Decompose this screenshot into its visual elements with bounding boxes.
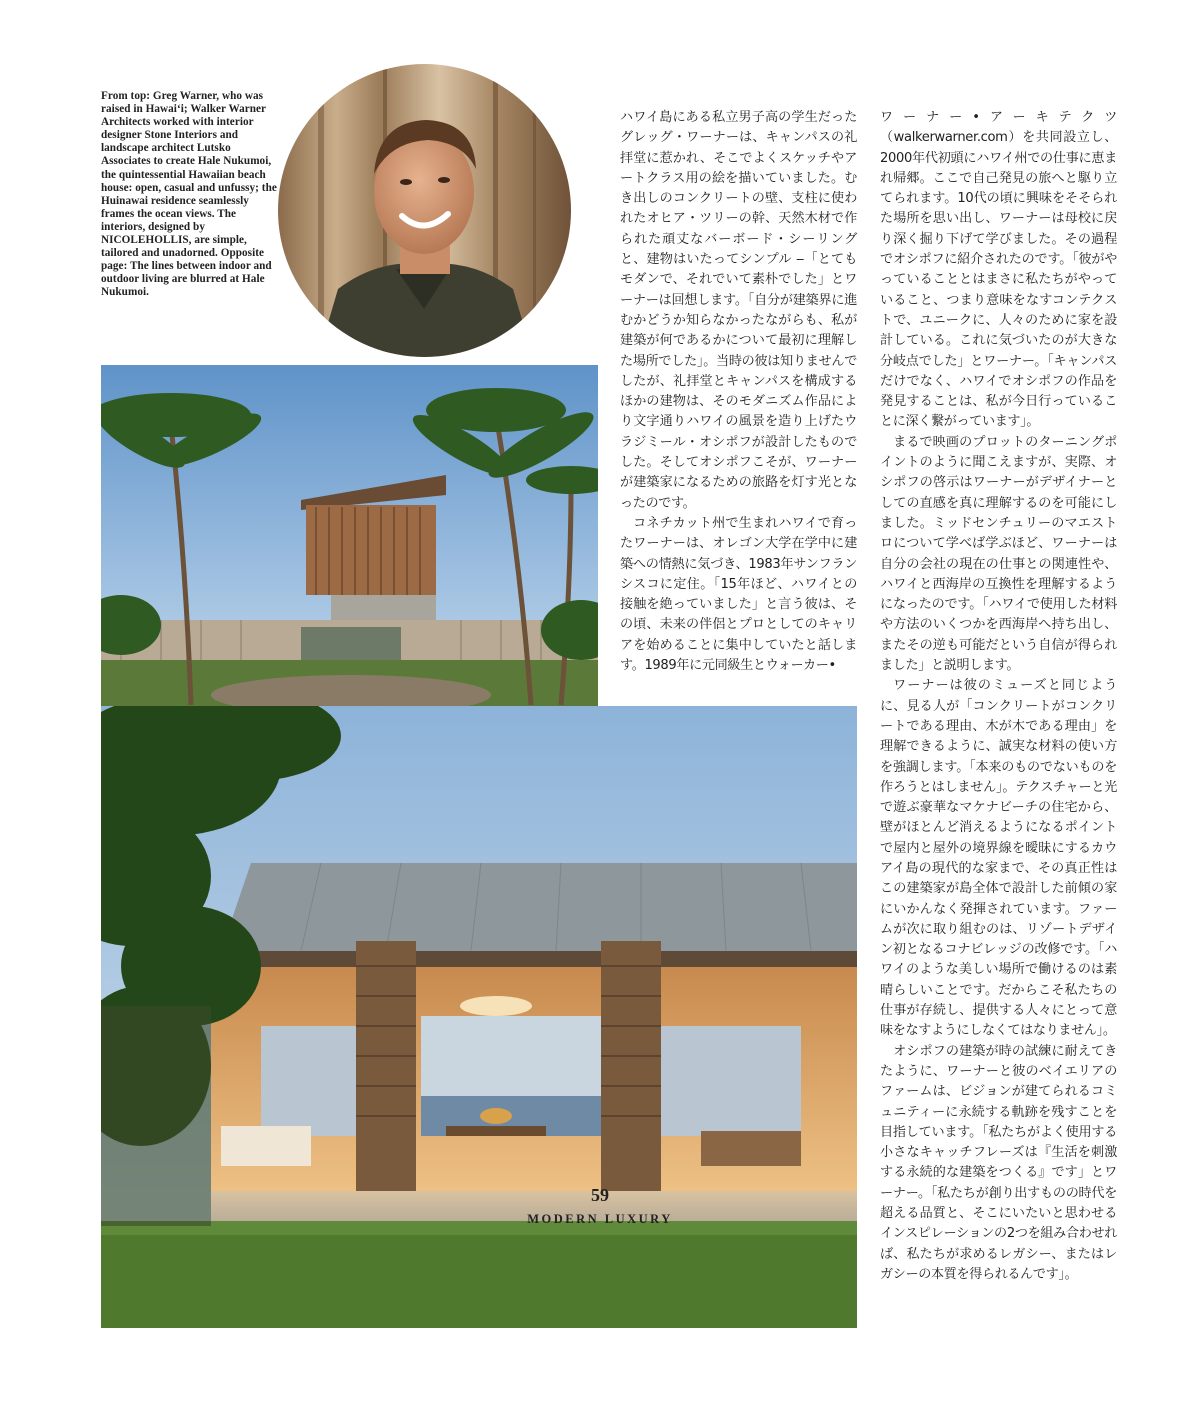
publication-name: MODERN LUXURY xyxy=(527,1212,673,1226)
pavilion-photo xyxy=(101,706,857,1328)
article-paragraph: ハワイ島にある私立男子高の学生だったグレッグ・ワーナーは、キャンパスの礼拝堂に惹かれ、そこでよくスケッチやアートクラス用の絵を描いていました。むき出しのコンクリートの壁、支柱に使われたオヒア・ツリーの幹、天然木材で作られた頑丈なバーボード・シーリングと、建物はいたってシンプル ‒「とてもモダンで、それでいて素朴でした」とワーナーは回想します。「自分が建築界に進むかどうか知らなかったながらも、私が建築が何であるかについて最初に理解した場所でした」。当時の彼は知りませんでしたが、礼拝堂とキャンパスを構成するほかの建物は、そのモダニズム作品により文字通りハワイの風景を造り上げたウラジミール・オシポフが設計したものでした。そしてオシポフこそが、ワーナーが建築家になるための旅路を灯す光となったのです。 xyxy=(620,110,857,511)
article-paragraph: オシポフの建築が時の試練に耐えてきたように、ワーナーと彼のベイエリアのファームは、ビジョンが建てられるコミュニティーに永続する軌跡を残すことを目指しています。「私たちがよく使用する小さなキャッチフレーズは『生活を刺激する永続的な建築をつくる』です」とワーナー。「私たちが創り出すものの時代を超える品質と、そこにいたいと思わせるインスピレーションの2つを組み合わせれば、私たちが求めるレガシー、またはレガシーの本質を得られるんです」。 xyxy=(880,1043,1117,1282)
article-paragraph: ワーナーは彼のミューズと同じように、見る人が「コンクリートがコンクリートである理由、木が木である理由」を理解できるように、誠実な材料の使い方を強調します。「本来のものでないものを作ろうとはしません」。テクスチャーと光で遊ぶ豪華なマケナビーチの住宅から、壁がほとんど消えるようになるポイントで屋内と屋外の境界線を曖昧にするカウアイ島の現代的な家まで、その真正性はこの建築家が島全体で設計した前傾の家にいかんなく発揮されています。ファームが次に取り組むのは、リゾートデザイン初となるコナビレッジの改修です。「ハワイのような美しい場所で働けるのは素晴らしいことです。だからこそ私たちの仕事が存続し、提供する人々にとって意味をなすようにしなくてはなりません」。 xyxy=(880,678,1117,1039)
article-paragraph: コネチカット州で生まれハワイで育ったワーナーは、オレゴン大学在学中に建築への情熱に気づき、1983年サンフランシスコに定住。「15年ほど、ハワイとの接触を絶っていました」と言う彼は、その頃、未来の伴侶とプロとしてのキャリアを始めることに集中していたと話します。1989年に元同級生とウォーカー• xyxy=(620,515,857,674)
portrait-photo xyxy=(278,64,571,357)
house-exterior-photo xyxy=(101,365,598,706)
article-paragraph: ワーナー•アーキテクツ（walkerwarner.com）を共同設立し、2000年代初頭にハワイ州での仕事に恵まれ帰郷。ここで自己発見の旅へと駆り立てられます。10代の頃に興味をそそられた場所を思い出し、ワーナーは母校に戻り深く掘り下げて学びました。その過程でオシポフに紹介されたのです。「彼がやっていることとはまさに私たちがやっていること、つまり意味をなすコンテクストで、ユニークに、人々のために家を設計している。これに気づいたのが大きな分岐点でした」とワーナー。「キャンパスだけでなく、ハワイでオシポフの作品を発見することは、私が今日行っていることに深く繋がっています」。 xyxy=(880,110,1117,430)
photo-caption: From top: Greg Warner, who was raised in Hawai‘i; Walker Warner Architects worked with interior designer Stone Interiors and landscape architect Lutsko Associates to create Hale Nukumoi, the quintessential Hawaiian beach house: open, casual and unfussy; the Huinawai residence seamlessly frames the ocean views. The interiors, designed by NICOLEHOLLIS, are simple, tailored and unadorned. Opposite page: The lines between indoor and outdoor living are blurred at Hale Nukumoi. xyxy=(101,90,277,299)
article-paragraph: まるで映画のプロットのターニングポイントのように聞こえますが、実際、オシポフの啓示はワーナーがデザイナーとしての直感を真に理解するのを可能にしました。ミッドセンチュリーのマエストロについて学べば学ぶほど、ワーナーは自分の会社の現在の仕事との関連性や、ハワイと西海岸の互換性を理解するようになったのです。「ハワイで使用した材料や方法のいくつかを西海岸へ持ち出し、またその逆も可能だという自信が得られました」と説明します。 xyxy=(880,434,1117,674)
article-column-1 xyxy=(620,108,857,676)
page-number: 59 xyxy=(591,1185,609,1205)
article-column-2 xyxy=(880,108,1117,1285)
